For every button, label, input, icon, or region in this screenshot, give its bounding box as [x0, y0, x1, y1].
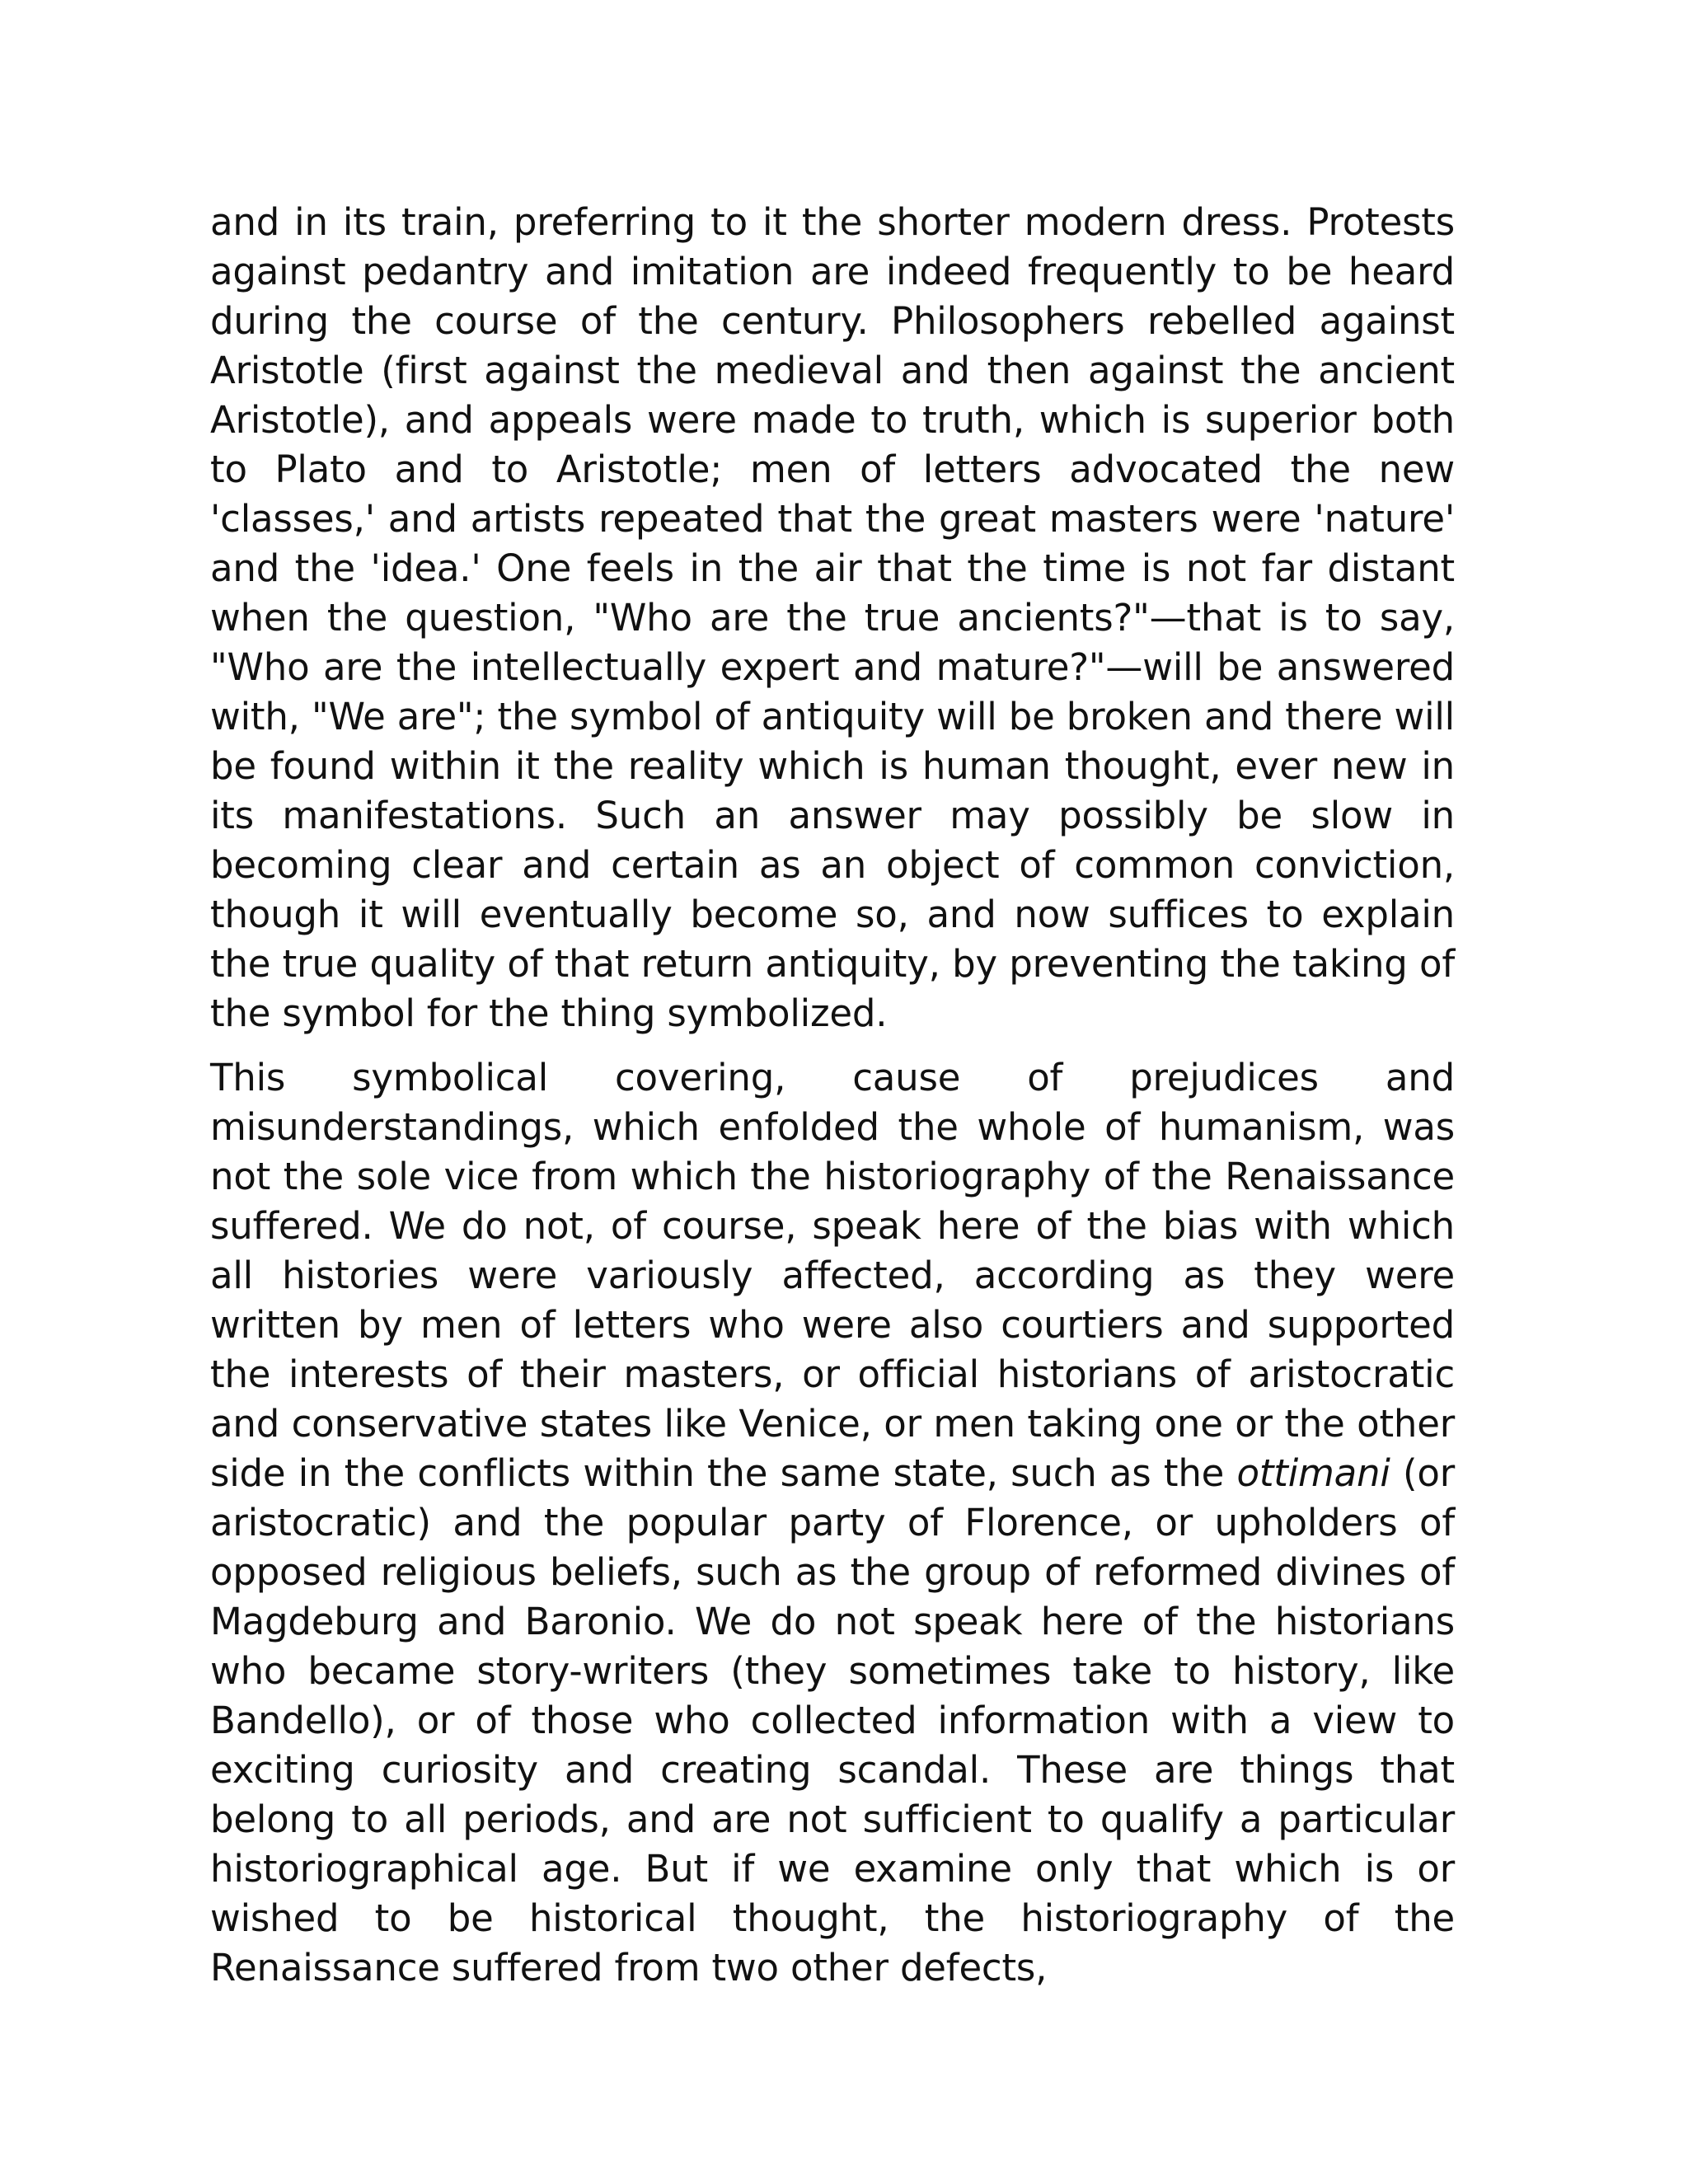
- paragraph-2-text-end: (or aristocratic) and the popular party of Florence, or upholders of opposed religious beliefs, such as the group of reformed divines of Magdeburg and Baronio. We do not speak here of the historians who became story-writers (they sometimes take to history, like Bandello), or of those who collected information with a view to exciting curiosity and creating scandal. These are things that belong to all periods, and are not sufficient to qualify a particular historiographical age. But if we examine only that which is or wished to be historical thought, the historiography of the Renaissance suffered from two other defects,: [210, 1451, 1455, 1990]
- body-text: [210, 198, 1455, 1993]
- paragraph-2-text-start: This symbolical covering, cause of prejudices and misunderstandings, which enfolded the whole of humanism, was not the sole vice from which the historiography of the Renaissance suffered. We do not, of course, speak here of the bias with which all histories were variously affected, according as they were written by men of letters who were also courtiers and supported the interests of their masters, or official historians of aristocratic and conservative states like Venice, or men taking one or the other side in the conflicts within the same state, such as the: [210, 1056, 1455, 1495]
- italic-term-ottimani: ottimani: [1236, 1451, 1390, 1495]
- paragraph-2: [210, 1053, 1455, 1993]
- paragraph-1: [210, 198, 1455, 1038]
- paragraph-1-text: and in its train, preferring to it the shorter modern dress. Protests against pedantry and imitation are indeed frequently to be heard during the course of the century. Philosophers rebelled against Aristotle (first against the medieval and then against the ancient Aristotle), and appeals were made to truth, which is superior both to Plato and to Aristotle; men of letters advocated the new 'classes,' and artists repeated that the great masters were 'nature' and the 'idea.' One feels in the air that the time is not far distant when the question, "Who are the true ancients?"—that is to say, "Who are the intellectually expert and mature?"—will be answered with, "We are"; the symbol of antiquity will be broken and there will be found within it the reality which is human thought, ever new in its manifestations. Such an answer may possibly be slow in becoming clear and certain as an object of common conviction, though it will eventually become so, and now suffices to explain the true quality of that return antiquity, by preventing the taking of the symbol for the thing symbolized.: [210, 200, 1455, 1035]
